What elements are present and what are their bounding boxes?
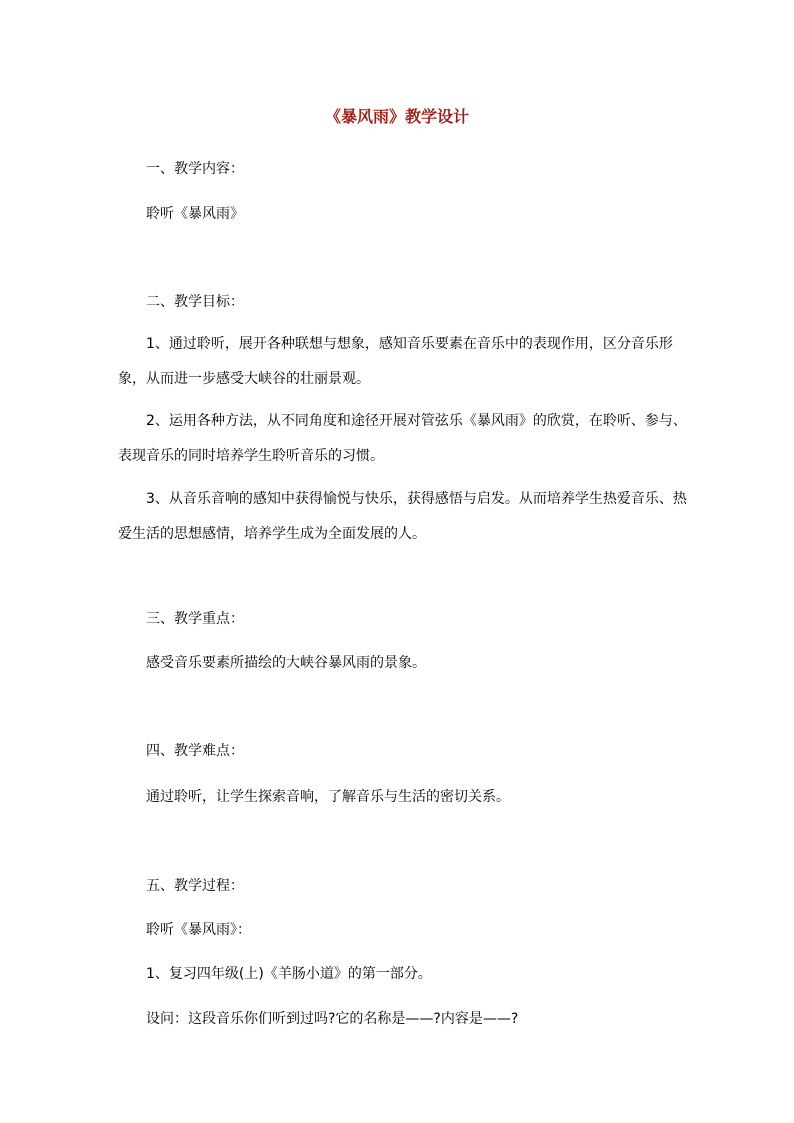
document-title: 《暴风雨》教学设计	[324, 107, 469, 126]
section1-text: 聆听《暴风雨》	[146, 206, 244, 222]
section4-heading: 四、教学难点：	[146, 743, 244, 759]
section2-heading: 二、教学目标：	[146, 294, 244, 310]
goal-2: 2、运用各种方法，从不同角度和途径开展对管弦乐《暴风雨》的欣赏，在聆听、参与、表现音乐的同时培养学生聆听音乐的习惯。	[118, 413, 687, 464]
section4-text: 通过聆听，让学生探索音响，了解音乐与生活的密切关系。	[146, 789, 510, 805]
goal-1: 1、通过聆听，展开各种联想与想象，感知音乐要素在音乐中的表现作用，区分音乐形象，从而进一步感受大峡谷的壮丽景观。	[118, 336, 673, 387]
process-step-1: 1、复习四年级(上)《羊肠小道》的第一部分。	[146, 966, 432, 982]
section1-heading: 一、教学内容：	[146, 161, 244, 177]
section3-text: 感受音乐要素所描绘的大峡谷暴风雨的景象。	[146, 655, 426, 671]
process-question: 设问：这段音乐你们听到过吗?它的名称是——?内容是——?	[146, 1011, 519, 1027]
section5-heading: 五、教学过程：	[146, 878, 244, 894]
goal-3: 3、从音乐音响的感知中获得愉悦与快乐，获得感悟与启发。从而培养学生热爱音乐、热爱生活的思想感情，培养学生成为全面发展的人。	[118, 491, 687, 542]
section3-heading: 三、教学重点：	[146, 611, 244, 627]
process-intro: 聆听《暴风雨》：	[146, 922, 251, 938]
